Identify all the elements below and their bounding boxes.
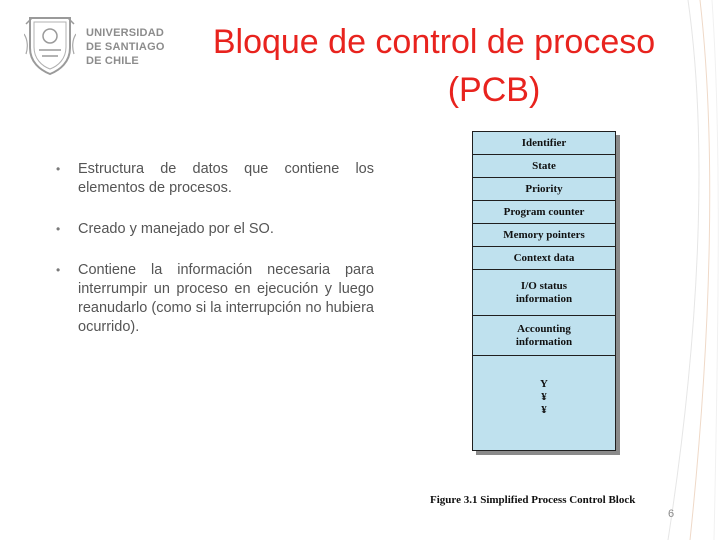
university-logo <box>24 14 164 78</box>
pcb-ellipsis-mark: ¥ <box>541 391 547 403</box>
pcb-ellipsis-mark: Y <box>540 378 548 390</box>
slide-title <box>160 18 708 114</box>
pcb-row-program-counter: Program counter <box>473 201 615 224</box>
logo-line-2: DE SANTIAGO <box>86 41 165 53</box>
title-line-2: (PCB) <box>447 71 541 109</box>
title-line-1: Bloque de control de proceso <box>212 23 656 61</box>
pcb-row-identifier: Identifier <box>473 132 615 155</box>
figure-caption: Figure 3.1 Simplified Process Control Block <box>430 494 636 506</box>
bullet-dot-icon: • <box>56 263 61 277</box>
bullet-dot-icon: • <box>56 162 61 176</box>
bullet-item <box>54 160 374 198</box>
bullet-dot-icon: • <box>56 222 61 236</box>
pcb-row-context-data: Context data <box>473 247 615 270</box>
pcb-row-io-status: I/O status information <box>473 270 615 316</box>
bullet-list <box>54 160 374 359</box>
bullet-text: Estructura de datos que contiene los elementos de procesos. <box>78 161 374 196</box>
crest-icon <box>24 14 76 76</box>
bullet-item <box>54 220 374 239</box>
pcb-ellipsis <box>473 378 615 417</box>
bullet-item <box>54 261 374 337</box>
pcb-row-state: State <box>473 155 615 178</box>
logo-line-1: UNIVERSIDAD <box>86 27 164 39</box>
pcb-diagram <box>472 131 616 451</box>
bullet-text: Creado y manejado por el SO. <box>78 221 274 237</box>
page-number: 6 <box>668 508 675 520</box>
pcb-ellipsis-mark: ¥ <box>541 404 547 416</box>
pcb-row-memory-pointers: Memory pointers <box>473 224 615 247</box>
pcb-row-priority: Priority <box>473 178 615 201</box>
logo-line-3: DE CHILE <box>86 55 139 67</box>
bullet-text: Contiene la información necesaria para interrumpir un proceso en ejecución y luego reanudarlo (como si la interrupción no hubiera ocurrido). <box>78 262 374 335</box>
pcb-row-accounting: Accounting information <box>473 316 615 356</box>
